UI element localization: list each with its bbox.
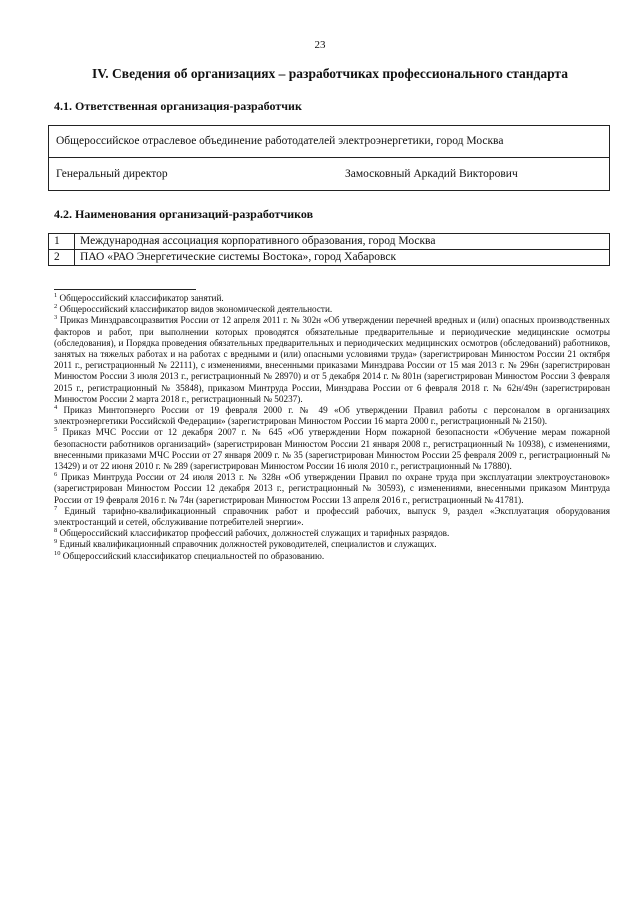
developer-number: 1 (49, 234, 75, 250)
footnote (54, 405, 610, 427)
page-number: 23 (314, 39, 326, 51)
responsible-position: Генеральный директор (56, 168, 168, 180)
footnote-text: Общероссийский классификатор видов экономической деятельности. (59, 304, 333, 315)
footnote-text: Общероссийский классификатор профессий рабочих, должностей служащих и тарифных разрядов. (59, 528, 450, 539)
footnote-mark: 10 (54, 549, 61, 557)
responsible-organization-table (48, 125, 610, 191)
footnote (54, 551, 610, 562)
responsible-heading: 4.1. Ответственная организация-разработчик (54, 99, 302, 113)
developers-table (48, 233, 610, 266)
footnote-text: Приказ Минтопэнерго России от 19 февраля 2000 г. № 49 «Об утверждении Правил работы с персоналом в организациях электроэнергетики Российской Федерации» (зарегистрирован Минюстом России 16 марта 2000 г., регистрационный № 2150). (54, 405, 611, 427)
footnote-text: Приказ Минздравсоцразвития России от 12 апреля 2011 г. № 302н «Об утверждении перечней вредных и (или) опасных производственных факторов и работ, при выполнении которых проводятся обязательные предварительные и периодические медицинские осмотры (обследования), и Порядка проведения обязательных предварительных и периодических медицинских осмотров (обследований) работников, занятых на тяжелых работах и на работах с вредными и (или) опасными условиями труда» (зарегистрирован Минюстом России 21 октября 2011 г., регистрационный № 22111), с изменениями, внесенными приказами Минздрава России от 15 мая 2013 г. № 296н (зарегистрирован Минюстом России 3 июля 2013 г., регистрационный № 28970) и от 5 декабря 2014 г. № 801н (зарегистрирован Минюстом России 3 февраля 2015 г., регистрационный № 35848), приказом Минтруда России, Минздрава России от 6 февраля 2018 г. № 62н/49н (зарегистрирован Минюстом России 2 марта 2018 г., регистрационный № 50237). (54, 315, 610, 404)
footnotes (54, 293, 610, 562)
responsible-person: Замосковный Аркадий Викторович (345, 168, 518, 180)
footnote-mark: 1 (54, 291, 58, 299)
section-title: IV. Сведения об организациях – разработчиках профессионального стандарта (92, 66, 568, 81)
footnote (54, 315, 610, 405)
footnote-mark: 6 (54, 471, 58, 479)
footnote (54, 293, 610, 304)
footnote-mark: 4 (54, 403, 58, 411)
footnote (54, 506, 610, 528)
footnote-text: Единый тарифно-квалификационный справочник работ и профессий рабочих, выпуск 9, раздел «Эксплуатация оборудования электростанций и сетей, обслуживание потребителей энергии». (54, 505, 611, 528)
footnote (54, 427, 610, 472)
developer-name: ПАО «РАО Энергетические системы Востока», город Хабаровск (75, 250, 610, 266)
footnote-text: Единый квалификационный справочник должностей руководителей, специалистов и служащих. (59, 539, 437, 550)
developer-number: 2 (49, 250, 75, 266)
footnote-mark: 2 (54, 303, 58, 311)
developer-name: Международная ассоциация корпоративного образования, город Москва (75, 234, 610, 250)
footnote-separator (54, 289, 196, 290)
footnote-text: Приказ Минтруда России от 24 июля 2013 г. № 328н «Об утверждении Правил по охране труда при эксплуатации электроустановок» (зарегистрирован Минюстом России 12 декабря 2013 г., регистрационный № 30593), с изменениями, внесенными приказом Минтруда России от 19 февраля 2016 г. № 74н (зарегистрирован Минюстом России 13 апреля 2016 г., регистрационный № 41781). (54, 472, 611, 505)
footnote-text: Приказ МЧС России от 12 декабря 2007 г. № 645 «Об утверждении Норм пожарной безопасности «Обучение мерам пожарной безопасности работников организаций» (зарегистрирован Минюстом России 21 января 2008 г., регистрационный № 10938), с изменениями, внесенными приказами МЧС России от 27 января 2009 г. № 35 (зарегистрирован Минюстом России 25 февраля 2009 г., регистрационный № 13429) и от 22 июня 2010 г. № 289 (зарегистрирован Минюстом России 16 июля 2010 г., регистрационный № 17880). (54, 427, 610, 472)
developers-heading: 4.2. Наименования организаций-разработчиков (54, 207, 314, 221)
footnote (54, 304, 610, 315)
footnote-mark: 7 (54, 504, 58, 512)
footnote-text: Общероссийский классификатор занятий. (59, 293, 224, 303)
footnote-mark: 9 (54, 538, 58, 546)
footnote-mark: 5 (54, 426, 58, 434)
footnote (54, 539, 610, 550)
footnote-text: Общероссийский классификатор специальностей по образованию. (62, 550, 325, 561)
table-row (49, 234, 610, 250)
footnote (54, 528, 610, 539)
footnote-mark: 8 (54, 527, 58, 535)
footnote (54, 472, 610, 506)
responsible-organization-name: Общероссийское отраслевое объединение работодателей электроэнергетики, город Москва (56, 135, 504, 147)
table-row (49, 250, 610, 266)
footnote-mark: 3 (54, 314, 58, 322)
